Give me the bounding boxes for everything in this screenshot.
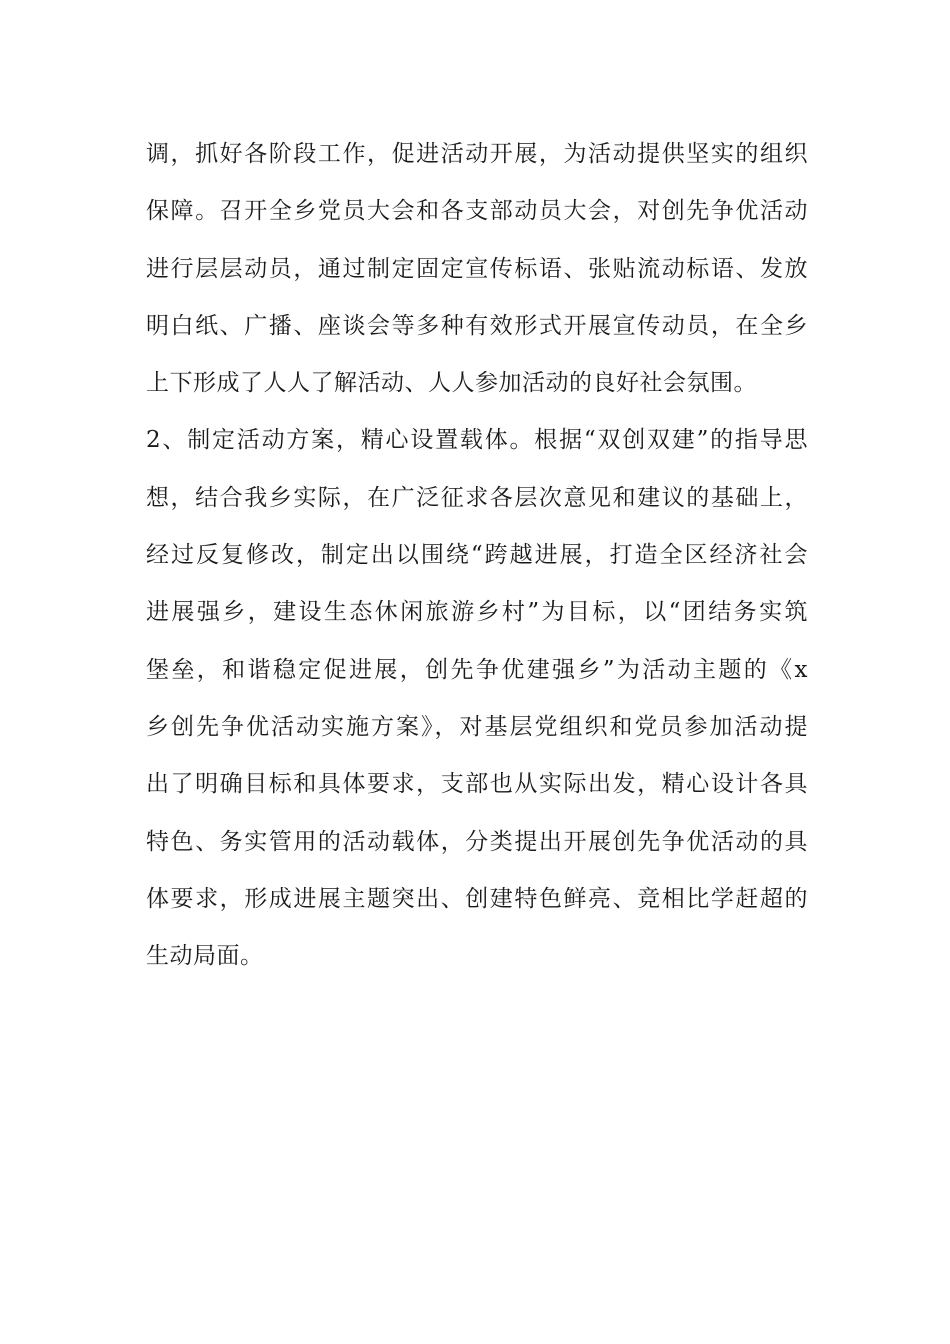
text-line: 体要求，形成进展主题突出、创建特色鲜亮、竞相比学赶超的 bbox=[146, 885, 808, 912]
text-line: 堡垒，和谐稳定促进展，创先争优建强乡”为活动主题的《x bbox=[146, 656, 808, 683]
text-line: 调，抓好各阶段工作，促进活动开展，为活动提供坚实的组织 bbox=[146, 141, 808, 167]
text-line: 上下形成了人人了解活动、人人参加活动的良好社会氛围。 bbox=[146, 370, 757, 397]
text-line: 经过反复修改，制定出以围绕“跨越进展，打造全区经济社会 bbox=[146, 542, 808, 569]
text-line: 进展强乡，建设生态休闲旅游乡村”为目标，以“团结务实筑 bbox=[146, 599, 808, 626]
text-line: 生动局面。 bbox=[146, 943, 264, 970]
text-line: 保障。召开全乡党员大会和各支部动员大会，对创先争优活动 bbox=[146, 198, 808, 225]
text-line: 明白纸、广播、座谈会等多种有效形式开展宣传动员，在全乡 bbox=[146, 312, 808, 339]
text-line: 进行层层动员，通过制定固定宣传标语、张贴流动标语、发放 bbox=[146, 255, 808, 282]
text-line: 特色、务实管用的活动载体，分类提出开展创先争优活动的具 bbox=[146, 828, 808, 855]
text-line: 乡创先争优活动实施方案》，对基层党组织和党员参加活动提 bbox=[146, 713, 808, 740]
body-text bbox=[146, 126, 808, 985]
text-line: 2、制定活动方案，精心设置载体。根据“双创双建”的指导思 bbox=[146, 427, 808, 454]
text-line: 想，结合我乡实际，在广泛征求各层次意见和建议的基础上， bbox=[146, 484, 808, 511]
text-line: 出了明确目标和具体要求，支部也从实际出发，精心设计各具 bbox=[146, 771, 808, 798]
